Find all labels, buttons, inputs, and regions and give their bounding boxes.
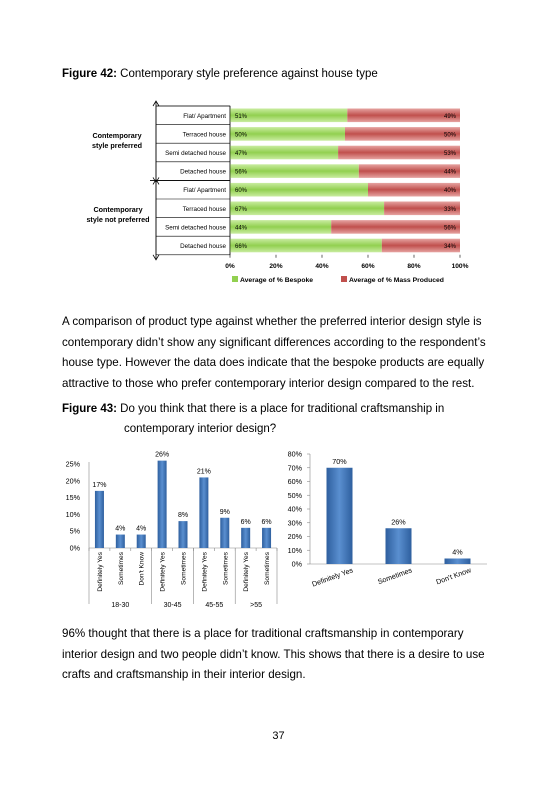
category-label: Terraced house <box>182 205 226 213</box>
page-number: 37 <box>272 730 285 742</box>
overall-chart-y-tick-label: 10% <box>287 545 302 555</box>
age-chart-data-label: 8% <box>177 512 189 520</box>
mass-produced-data-label: 49% <box>443 113 456 120</box>
age-chart-y-tick-label: 15% <box>65 493 80 503</box>
age-group-label: >55 <box>250 602 263 609</box>
mass-produced-data-label: 56% <box>443 225 456 232</box>
overall-chart-data-label: 70% <box>332 456 347 466</box>
overall-chart-y-tick-label: 40% <box>287 504 302 514</box>
paragraph-1-line: A comparison of product type against whether the preferred interior design style is <box>62 315 482 328</box>
age-chart-category-label: Definitely Yes <box>96 552 104 592</box>
age-chart-category-label: Don't Know <box>138 552 146 586</box>
overall-chart-y-tick-label: 50% <box>287 490 302 500</box>
age-chart-data-label: 6% <box>240 518 251 526</box>
age-chart-bar <box>179 521 188 548</box>
legend-swatch-bespoke <box>232 276 238 282</box>
x-tick-label: 20% <box>269 262 283 270</box>
age-chart-bar <box>158 461 167 548</box>
age-chart-bar <box>262 528 271 548</box>
bespoke-bar <box>230 202 384 216</box>
mass-produced-data-label: 40% <box>443 188 456 195</box>
bespoke-bar <box>230 127 345 141</box>
overall-chart-category-label: Definitely Yes <box>310 565 355 589</box>
overall-chart-category-label: Sometimes <box>376 565 414 587</box>
overall-chart-bar <box>445 559 471 565</box>
age-chart-bar <box>95 491 104 548</box>
category-label: Detached house <box>180 168 226 176</box>
age-group-label: 45-55 <box>205 602 224 609</box>
bespoke-bar <box>230 109 347 123</box>
overall-chart-bar <box>327 468 353 564</box>
age-chart-data-label: 9% <box>219 508 230 516</box>
bespoke-data-label: 67% <box>235 206 248 213</box>
category-label: Terraced house <box>182 131 226 139</box>
age-chart-category-label: Definitely Yes <box>201 552 209 592</box>
age-chart-data-label: 17% <box>92 481 107 489</box>
bespoke-data-label: 66% <box>235 244 248 250</box>
mass-produced-data-label: 33% <box>443 206 456 213</box>
age-chart-category-label: Sometimes <box>222 552 230 585</box>
mass-produced-bar <box>331 220 460 234</box>
overall-chart-y-tick-label: 30% <box>287 518 302 528</box>
paragraph-2 <box>62 624 496 686</box>
age-chart-category-label: Sometimes <box>264 552 272 585</box>
paragraph-2-line: 96% thought that there is a place for traditional craftsmanship in contemporary <box>62 627 464 640</box>
bespoke-data-label: 60% <box>235 188 248 195</box>
category-label: Flat/ Apartment <box>183 187 226 195</box>
mass-produced-data-label: 50% <box>443 132 456 139</box>
category-label: Semi detached house <box>165 224 226 232</box>
overall-chart-y-tick-label: 80% <box>287 449 302 459</box>
age-chart-bar <box>199 477 208 548</box>
bespoke-data-label: 56% <box>235 169 248 176</box>
age-chart-y-tick-label: 25% <box>65 459 80 469</box>
bespoke-bar <box>230 239 382 253</box>
mass-produced-bar <box>338 146 460 160</box>
overall-chart-y-tick-label: 70% <box>287 463 302 473</box>
figure-43-label: Figure 43: <box>62 403 117 415</box>
figure-43-caption-line2 <box>124 423 276 435</box>
mass-produced-bar <box>345 127 460 141</box>
overall-chart-y-tick-label: 0% <box>291 559 302 569</box>
age-chart-y-tick-label: 0% <box>69 543 80 553</box>
bespoke-bar <box>230 183 368 197</box>
figure-43-title-line1: Do you think that there is a place for traditional craftsmanship in <box>120 403 445 415</box>
age-chart-y-tick-label: 20% <box>65 476 80 486</box>
overall-chart-bar <box>386 528 412 564</box>
bespoke-data-label: 44% <box>235 225 248 232</box>
age-chart-category-label: Definitely Yes <box>243 552 251 592</box>
x-tick-label: 80% <box>407 262 421 270</box>
x-tick-label: 40% <box>315 262 329 270</box>
paragraph-2-line: interior design and two people didn’t know. This shows that there is a desire to use <box>62 647 485 661</box>
age-chart-data-label: 4% <box>115 525 126 533</box>
figure-42-label: Figure 42: <box>62 68 117 80</box>
age-chart-data-label: 21% <box>196 468 211 476</box>
age-chart-category-label: Definitely Yes <box>159 552 167 592</box>
paragraph-1 <box>62 312 496 394</box>
age-chart-bar <box>241 528 250 548</box>
mass-produced-data-label: 44% <box>443 169 456 176</box>
paragraph-1-line: contemporary didn’t show any significant differences according to the respondent’s <box>62 335 486 349</box>
category-label: Flat/ Apartment <box>183 112 226 120</box>
overall-chart-y-tick-label: 60% <box>287 477 302 486</box>
x-tick-label: 0% <box>225 262 235 270</box>
category-label: Semi detached house <box>165 150 226 157</box>
age-group-label: 18-30 <box>111 602 130 609</box>
x-tick-label: 60% <box>361 262 375 270</box>
overall-chart-y-tick-label: 20% <box>287 532 302 541</box>
paragraph-1-line: house type. However the data does indicate that the bespoke products are equally <box>62 356 485 369</box>
overall-chart-data-label: 4% <box>452 547 463 557</box>
legend-label-mass-produced: Average of % Mass Produced <box>349 277 444 284</box>
age-chart-data-label: 4% <box>136 525 147 533</box>
group-label-not-preferred: Contemporary <box>93 205 143 214</box>
bespoke-bar <box>230 164 359 178</box>
age-chart-bar <box>116 535 125 548</box>
category-label: Detached house <box>180 243 226 250</box>
figure-43-title-line2: contemporary interior design? <box>124 423 277 435</box>
x-tick-label: 100% <box>451 262 469 270</box>
age-chart-data-label: 6% <box>261 518 272 526</box>
age-chart-bar <box>137 535 146 548</box>
figure-42-title: Contemporary style preference against house type <box>120 68 378 80</box>
legend-label-bespoke: Average of % Bespoke <box>240 277 314 284</box>
group-label-preferred: style preferred <box>92 141 142 150</box>
group-label-preferred: Contemporary <box>92 131 142 140</box>
bespoke-data-label: 51% <box>235 113 248 120</box>
figure-43-caption <box>62 403 444 415</box>
mass-produced-data-label: 53% <box>443 151 456 157</box>
overall-chart-category-label: Don't Know <box>434 565 473 587</box>
age-chart-y-tick-label: 5% <box>69 526 80 536</box>
bespoke-data-label: 50% <box>235 132 248 139</box>
mass-produced-data-label: 34% <box>443 244 456 250</box>
age-chart-y-tick-label: 10% <box>65 509 80 519</box>
age-group-label: 30-45 <box>163 602 182 609</box>
bespoke-data-label: 47% <box>235 151 248 157</box>
paragraph-2-line: crafts and craftsmanship in their interior design. <box>62 668 306 681</box>
group-label-not-preferred: style not preferred <box>86 215 150 224</box>
legend-swatch-mass-produced <box>341 276 347 282</box>
paragraph-1-line: attractive to those who prefer contemporary interior design compared to the rest. <box>62 376 475 390</box>
age-chart-data-label: 26% <box>155 451 170 459</box>
age-chart-category-label: Sometimes <box>180 552 188 585</box>
overall-chart-data-label: 26% <box>391 517 406 527</box>
age-chart-bar <box>220 518 229 548</box>
age-chart-category-label: Sometimes <box>117 552 125 585</box>
